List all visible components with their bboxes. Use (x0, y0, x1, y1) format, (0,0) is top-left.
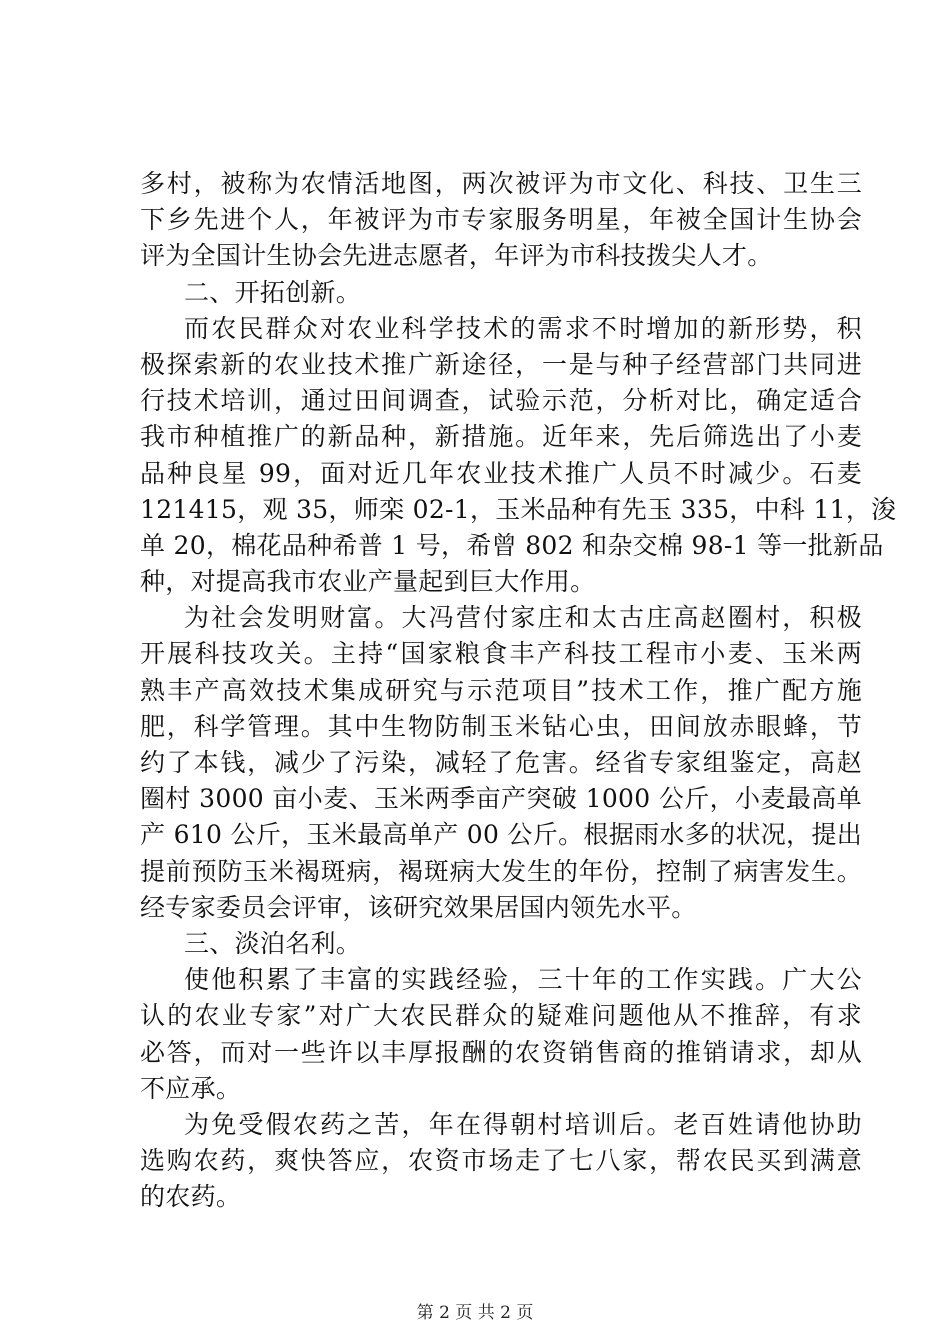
text-line: 肥，科学管理。其中生物防制玉米钻心虫，田间放赤眼蜂，节 (140, 711, 862, 741)
text-line: 必答，而对一些许以丰厚报酬的农资销售商的推销请求，却从 (140, 1037, 862, 1067)
text-line: 不应承。 (140, 1073, 242, 1103)
text-line: 121415，观 35，师栾 02-1，玉米品种有先玉 335，中科 11，浚 (140, 494, 897, 524)
text-line: 而农民群众对农业科学技术的需求不时增加的新形势，积 (184, 313, 862, 343)
text-line: 评为全国计生协会先进志愿者，年评为市科技拨尖人才。 (140, 241, 773, 271)
text-line: 品种良星 99，面对近几年农业技术推广人员不时减少。石麦 (140, 458, 862, 488)
text-line: 行技术培训，通过田间调查，试验示范，分析对比，确定适合 (140, 386, 862, 416)
text-line: 多村，被称为农情活地图，两次被评为市文化、科技、卫生三 (140, 169, 862, 198)
text-line: 二、开拓创新。 (184, 277, 362, 307)
text-line: 经专家委员会评审，该研究效果居国内领先水平。 (140, 892, 697, 922)
text-line: 开展科技攻关。主持“国家粮食丰产科技工程市小麦、玉米两 (140, 639, 862, 669)
page-number-label: 第 2 页 共 2 页 (416, 1303, 534, 1323)
text-line: 三、淡泊名利。 (184, 928, 362, 958)
text-line: 选购农药，爽快答应，农资市场走了七八家，帮农民买到满意 (140, 1146, 862, 1176)
text-line: 使他积累了丰富的实践经验，三十年的工作实践。广大公 (184, 965, 862, 995)
page-footer (0, 1298, 950, 1323)
text-line: 为社会发明财富。大冯营付家庄和太古庄高赵圈村，积极 (184, 603, 862, 633)
text-line: 下乡先进个人，年被评为市专家服务明星，年被全国计生协会 (140, 205, 862, 235)
text-line: 种，对提高我市农业产量起到巨大作用。 (140, 567, 596, 597)
text-line: 极探索新的农业技术推广新途径，一是与种子经营部门共同进 (140, 349, 862, 379)
text-line: 的农药。 (140, 1182, 242, 1212)
text-line: 产 610 公斤，玉米最高单产 00 公斤。根据雨水多的状况，提出 (140, 820, 862, 850)
text-line: 为免受假农药之苦，年在得朝村培训后。老百姓请他协助 (184, 1109, 862, 1139)
document-body (140, 166, 897, 1215)
text-line: 熟丰产高效技术集成研究与示范项目”技术工作，推广配方施 (140, 675, 862, 705)
text-line: 认的农业专家”对广大农民群众的疑难问题他从不推辞，有求 (140, 1001, 862, 1031)
text-line: 约了本钱，减少了污染，减轻了危害。经省专家组鉴定，高赵 (140, 748, 862, 777)
text-line: 单 20，棉花品种希普 1 号，希曾 802 和杂交棉 98-1 等一批新品 (140, 530, 884, 560)
text-line: 提前预防玉米褐斑病，褐斑病大发生的年份，控制了病害发生。 (140, 856, 862, 886)
text-line: 我市种植推广的新品种，新措施。近年来，先后筛选出了小麦 (140, 422, 862, 452)
text-line: 圈村 3000 亩小麦、玉米两季亩产突破 1000 公斤，小麦最高单 (140, 784, 862, 814)
